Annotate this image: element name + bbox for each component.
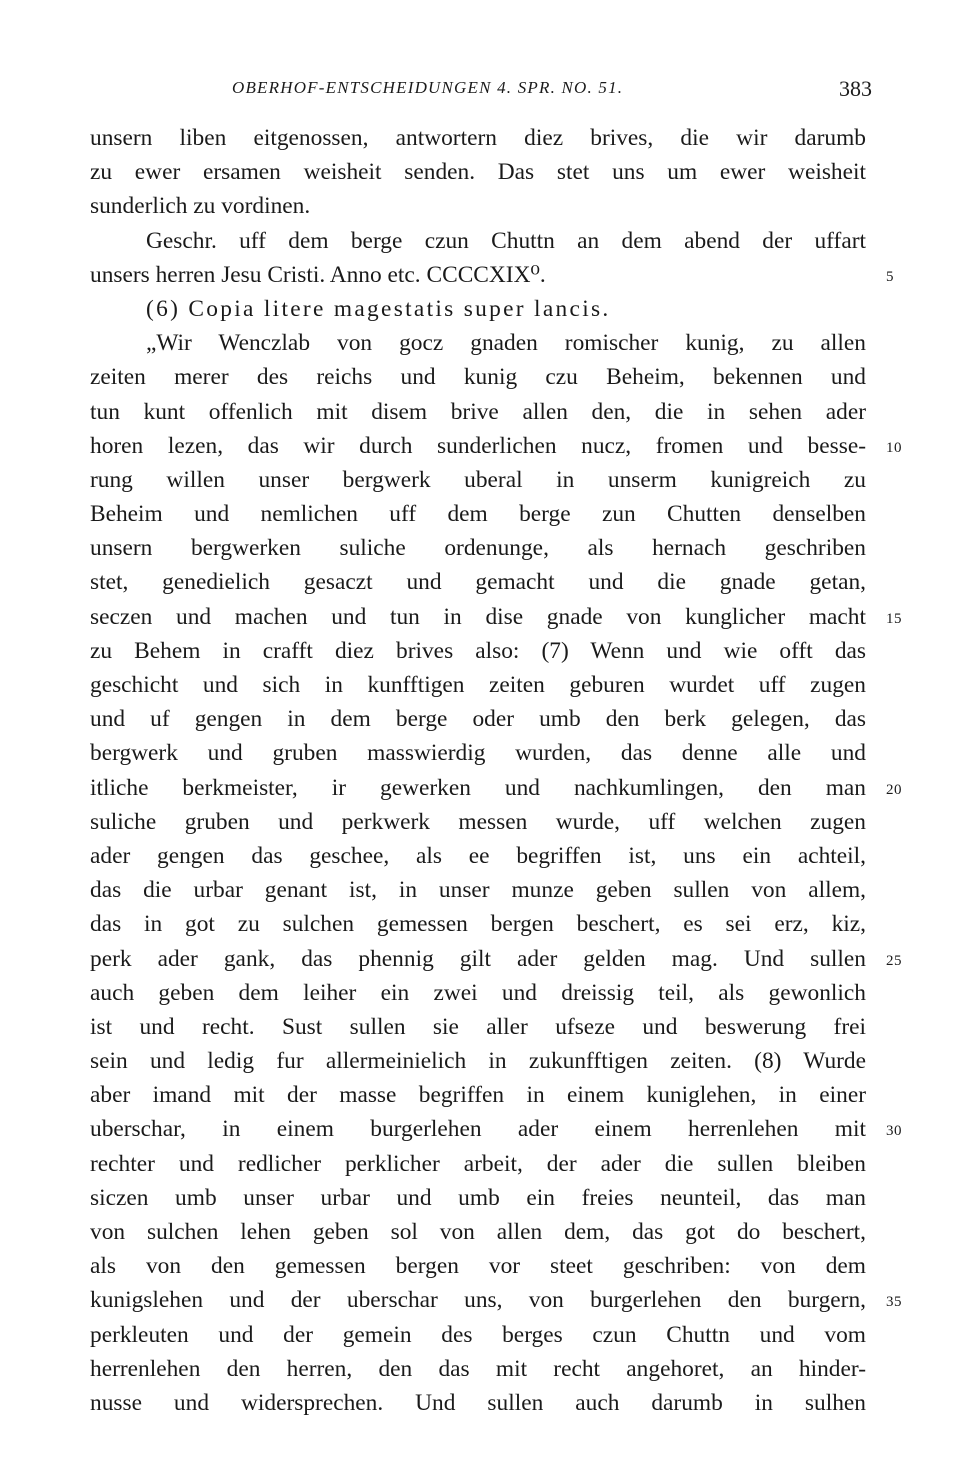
line-text: das in got zu sulchen gemessen bergen beschert, es sei erz, kiz, [90, 911, 866, 938]
line-text: horen lezen, das wir durch sunderlichen nucz, fromen und besse- [90, 432, 866, 459]
line-text: aber imand mit der masse begriffen in einem kuniglehen, in einer [90, 1082, 866, 1109]
text-line [90, 1044, 866, 1078]
line-text: zu ewer ersamen weisheit senden. Das stet uns um ewer weisheit [90, 159, 866, 186]
text-line [90, 1010, 866, 1044]
text-line [90, 1352, 866, 1386]
text-line [90, 600, 902, 634]
line-text: das die urbar genant ist, in unser munze geben sullen von allem, [90, 877, 866, 904]
line-text: „Wir Wenczlab von gocz gnaden romischer kunig, zu allen [146, 330, 866, 357]
text-line [90, 258, 894, 292]
text-line [90, 429, 902, 463]
line-text: rechter und redlicher perklicher arbeit, der ader die sullen bleiben [90, 1150, 866, 1177]
text-line [90, 839, 866, 873]
line-text: als von den gemessen bergen vor steet geschriben: von dem [90, 1253, 866, 1280]
text-line [90, 1249, 866, 1283]
text-line [90, 1181, 866, 1215]
line-number: 15 [886, 610, 902, 627]
text-line [90, 1112, 902, 1146]
body-text [90, 121, 902, 1420]
line-text: rung willen unser bergwerk uberal in unserm kunigreich zu [90, 466, 866, 493]
line-text: von sulchen lehen geben sol von allen dem, das got do beschert, [90, 1219, 866, 1245]
text-line [90, 668, 866, 702]
line-text: geschicht und sich in kunfftigen zeiten geburen wurdet uff zugen [90, 672, 866, 698]
text-line [90, 907, 866, 941]
text-line [90, 805, 866, 839]
text-line [90, 1078, 866, 1112]
line-text: auch geben dem leiher ein zwei und dreissig teil, als gewonlich [90, 979, 866, 1006]
line-text: zu Behem in crafft diez brives also: (7) Wenn und wie offt das [90, 637, 866, 664]
text-line [90, 1386, 866, 1420]
text-line [90, 463, 866, 497]
text-line [90, 121, 866, 155]
line-text: unsern liben eitgenossen, antwortern diez brives, die wir darumb [90, 125, 866, 151]
text-line [90, 292, 866, 326]
text-line [90, 565, 866, 599]
text-line [90, 531, 866, 565]
line-text: herrenlehen den herren, den das mit recht angehoret, an hinder- [90, 1355, 866, 1382]
line-text: itliche berkmeister, ir gewerken und nachkumlingen, den man [90, 774, 866, 801]
text-line [90, 360, 866, 394]
line-text: perk ader gank, das phennig gilt ader gelden mag. Und sullen [90, 945, 866, 972]
line-text: perkleuten und der gemein des berges czun Chuttn und vom [90, 1321, 866, 1348]
text-line [90, 873, 866, 907]
text-line [90, 1283, 902, 1317]
line-text: unsern bergwerken suliche ordenunge, als hernach geschriben [90, 535, 866, 562]
line-number: 25 [886, 952, 902, 969]
line-text: zeiten merer des reichs und kunig czu Beheim, bekennen und [90, 364, 866, 391]
text-line [90, 976, 866, 1010]
running-head: OBERHOF-ENTSCHEIDUNGEN 4. SPR. NO. 51. [232, 78, 624, 97]
text-line [90, 189, 866, 223]
text-line [90, 634, 866, 668]
line-number: 5 [886, 268, 894, 285]
text-line [90, 702, 866, 736]
text-line [90, 771, 902, 805]
line-text: und uf gengen in dem berge oder umb den berk gelegen, das [90, 706, 866, 733]
line-number: 35 [886, 1294, 902, 1311]
line-text: (6) Copia litere magestatis super lancis. [146, 295, 611, 322]
text-line [90, 942, 902, 976]
line-text: Beheim und nemlichen uff dem berge zun Chutten denselben [90, 501, 866, 528]
text-line [90, 326, 866, 360]
line-text: sunderlich zu vordinen. [90, 193, 311, 220]
text-line [90, 1318, 866, 1352]
line-text: suliche gruben und perkwerk messen wurde, uff welchen zugen [90, 808, 866, 835]
line-text: ader gengen das geschee, als ee begriffen ist, uns ein achteil, [90, 842, 866, 869]
text-line [90, 224, 866, 258]
line-text: uberschar, in einem burgerlehen ader einem herrenlehen mit [90, 1116, 866, 1143]
line-text: kunigslehen und der uberschar uns, von burgerlehen den burgern, [90, 1287, 866, 1314]
line-number: 20 [886, 781, 902, 798]
text-line [90, 155, 866, 189]
line-text: sein und ledig fur allermeinielich in zukunfftigen zeiten. (8) Wurde [90, 1048, 866, 1075]
line-text: Geschr. uff dem berge czun Chuttn an dem abend der uffart [146, 227, 866, 254]
line-text: nusse und widersprechen. Und sullen auch darumb in sulhen [90, 1389, 866, 1416]
line-text: ist und recht. Sust sullen sie aller ufseze und beswerung frei [90, 1013, 866, 1040]
line-number: 30 [886, 1123, 902, 1140]
text-line [90, 395, 866, 429]
line-text: unsers herren Jesu Cristi. Anno etc. CCCCXIX⁰. [90, 261, 546, 288]
text-line [90, 736, 866, 770]
page-number: 383 [839, 76, 872, 101]
text-line [90, 1147, 866, 1181]
line-text: stet, genedielich gesaczt und gemacht und die gnade getan, [90, 569, 866, 596]
page-header [90, 78, 876, 104]
text-line [90, 497, 866, 531]
line-text: bergwerk und gruben masswierdig wurden, das denne alle und [90, 740, 866, 767]
text-line [90, 1215, 866, 1249]
line-text: siczen umb unser urbar und umb ein freies neunteil, das man [90, 1184, 866, 1211]
line-text: seczen und machen und tun in dise gnade von kunglicher macht [90, 603, 866, 630]
line-text: tun kunt offenlich mit disem brive allen den, die in sehen ader [90, 398, 866, 425]
line-number: 10 [886, 439, 902, 456]
